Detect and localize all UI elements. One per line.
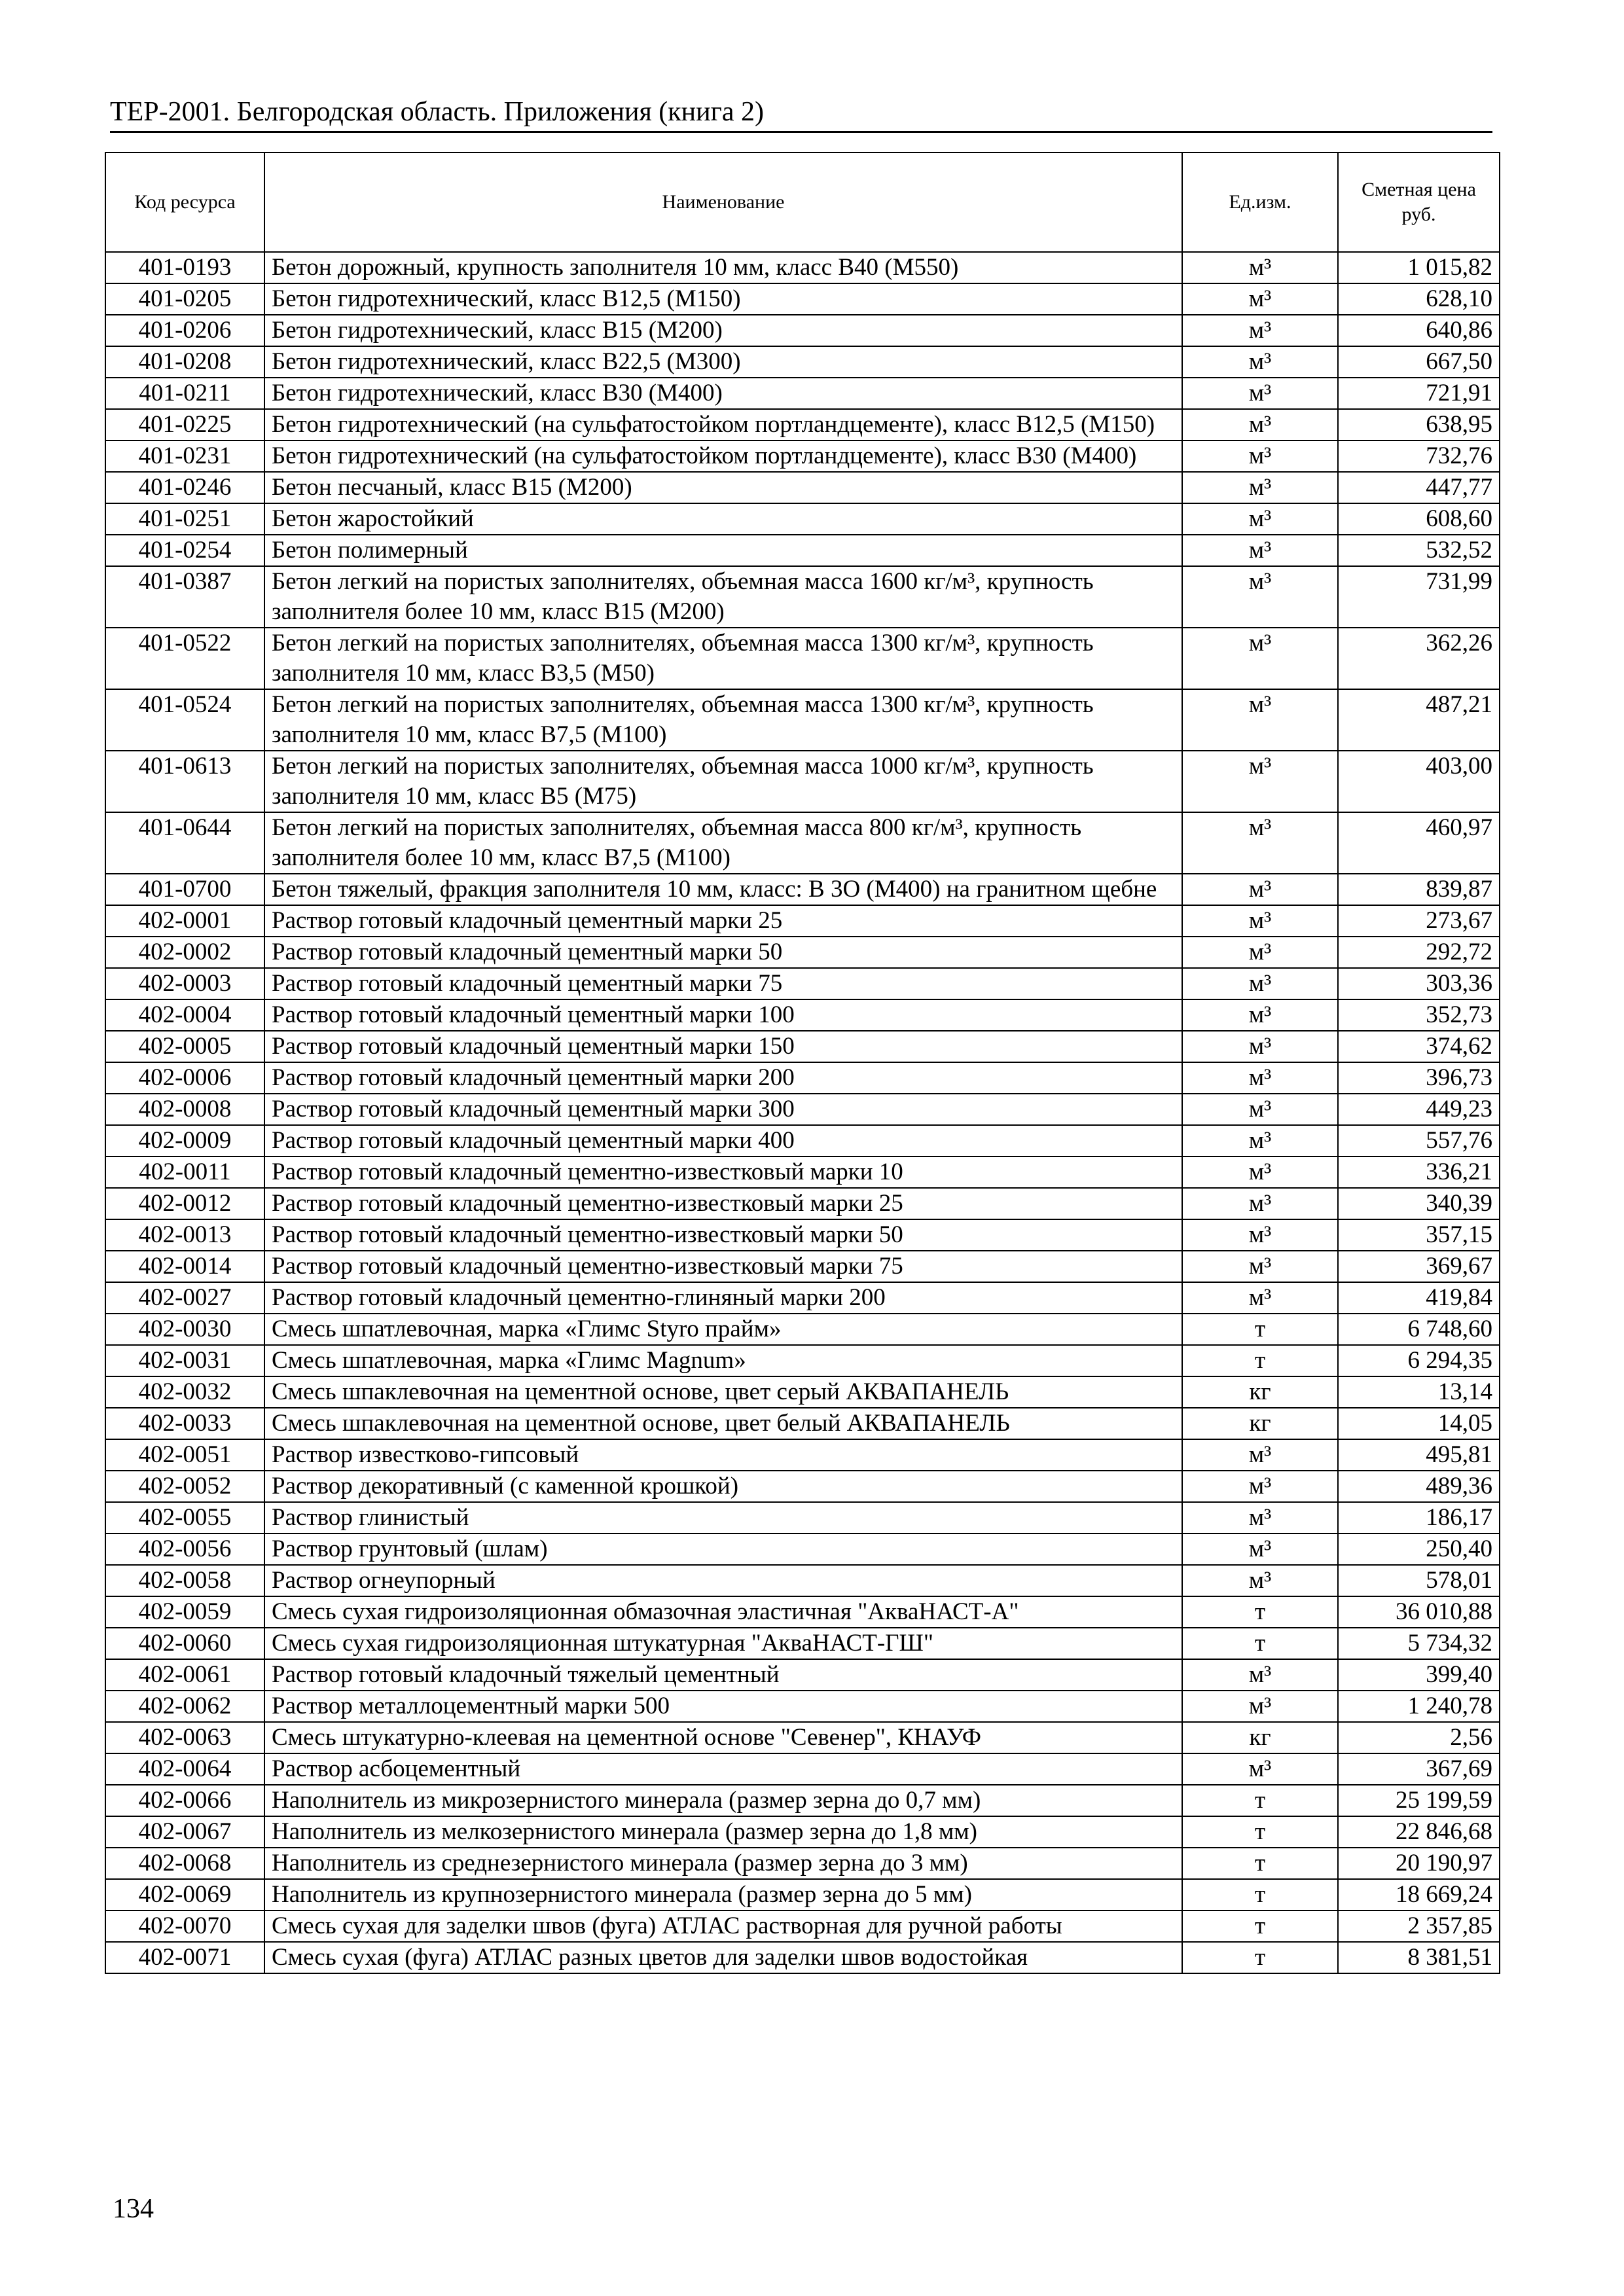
cell-unit: м³ <box>1182 1471 1338 1502</box>
cell-name: Раствор асбоцементный <box>264 1753 1182 1785</box>
cell-unit: м³ <box>1182 378 1338 409</box>
cell-unit: м³ <box>1182 874 1338 905</box>
cell-unit: м³ <box>1182 1062 1338 1094</box>
cell-code: 402-0011 <box>105 1157 264 1188</box>
cell-code: 402-0058 <box>105 1565 264 1596</box>
table-row <box>105 1534 1500 1565</box>
cell-unit: м³ <box>1182 1219 1338 1251</box>
cell-price: 557,76 <box>1338 1125 1500 1157</box>
cell-price: 839,87 <box>1338 874 1500 905</box>
cell-code: 402-0001 <box>105 905 264 937</box>
table-row <box>105 1125 1500 1157</box>
table-row <box>105 1094 1500 1125</box>
cell-price: 357,15 <box>1338 1219 1500 1251</box>
table-body <box>105 252 1500 1973</box>
cell-name: Раствор готовый кладочный цементный марки 50 <box>264 937 1182 968</box>
cell-price: 367,69 <box>1338 1753 1500 1785</box>
cell-code: 402-0002 <box>105 937 264 968</box>
cell-price: 5 734,32 <box>1338 1628 1500 1659</box>
table-header-row <box>105 152 1500 252</box>
table-row <box>105 378 1500 409</box>
cell-unit: м³ <box>1182 937 1338 968</box>
cell-unit: м³ <box>1182 999 1338 1031</box>
cell-price: 2 357,85 <box>1338 1910 1500 1942</box>
table-row <box>105 409 1500 440</box>
cell-price: 374,62 <box>1338 1031 1500 1062</box>
cell-name: Наполнитель из мелкозернистого минерала (размер зерна до 1,8 мм) <box>264 1816 1182 1848</box>
table-row <box>105 1062 1500 1094</box>
cell-unit: т <box>1182 1785 1338 1816</box>
cell-name: Смесь штукатурно-клеевая на цементной основе "Севенер", КНАУФ <box>264 1722 1182 1753</box>
cell-price: 1 240,78 <box>1338 1691 1500 1722</box>
cell-name: Бетон легкий на пористых заполнителях, объемная масса 800 кг/м³, крупность заполнителя более 10 мм, класс В7,5 (М100) <box>264 812 1182 874</box>
table-row <box>105 1942 1500 1973</box>
cell-code: 402-0055 <box>105 1502 264 1534</box>
cell-unit: м³ <box>1182 1094 1338 1125</box>
cell-code: 401-0193 <box>105 252 264 283</box>
cell-name: Раствор металлоцементный марки 500 <box>264 1691 1182 1722</box>
table-row <box>105 503 1500 535</box>
cell-code: 402-0067 <box>105 1816 264 1848</box>
cell-name: Раствор готовый кладочный цементно-глиняный марки 200 <box>264 1282 1182 1314</box>
cell-code: 401-0522 <box>105 628 264 689</box>
cell-unit: м³ <box>1182 1753 1338 1785</box>
cell-name: Бетон гидротехнический, класс В22,5 (М300) <box>264 346 1182 378</box>
cell-code: 401-0387 <box>105 566 264 628</box>
cell-unit: м³ <box>1182 1502 1338 1534</box>
cell-price: 18 669,24 <box>1338 1879 1500 1910</box>
cell-code: 402-0060 <box>105 1628 264 1659</box>
table-row <box>105 566 1500 628</box>
table-row <box>105 283 1500 315</box>
cell-price: 22 846,68 <box>1338 1816 1500 1848</box>
table-row <box>105 999 1500 1031</box>
cell-name: Раствор готовый кладочный цементный марки 200 <box>264 1062 1182 1094</box>
cell-code: 402-0027 <box>105 1282 264 1314</box>
cell-code: 402-0059 <box>105 1596 264 1628</box>
cell-price: 419,84 <box>1338 1282 1500 1314</box>
cell-code: 402-0069 <box>105 1879 264 1910</box>
cell-price: 6 294,35 <box>1338 1345 1500 1376</box>
cell-unit: м³ <box>1182 503 1338 535</box>
cell-code: 402-0009 <box>105 1125 264 1157</box>
cell-code: 402-0068 <box>105 1848 264 1879</box>
cell-price: 8 381,51 <box>1338 1942 1500 1973</box>
cell-code: 402-0066 <box>105 1785 264 1816</box>
cell-unit: м³ <box>1182 1439 1338 1471</box>
column-header-name: Наименование <box>264 152 1182 252</box>
table-row <box>105 968 1500 999</box>
cell-unit: т <box>1182 1848 1338 1879</box>
cell-price: 449,23 <box>1338 1094 1500 1125</box>
cell-unit: т <box>1182 1816 1338 1848</box>
table-row <box>105 1219 1500 1251</box>
table-row <box>105 1816 1500 1848</box>
cell-name: Бетон дорожный, крупность заполнителя 10 мм, класс В40 (М550) <box>264 252 1182 283</box>
table-row <box>105 1376 1500 1408</box>
cell-price: 13,14 <box>1338 1376 1500 1408</box>
cell-name: Раствор готовый кладочный цементный марки 25 <box>264 905 1182 937</box>
cell-price: 721,91 <box>1338 378 1500 409</box>
cell-price: 399,40 <box>1338 1659 1500 1691</box>
cell-price: 495,81 <box>1338 1439 1500 1471</box>
cell-price: 608,60 <box>1338 503 1500 535</box>
cell-name: Бетон легкий на пористых заполнителях, объемная масса 1300 кг/м³, крупность заполнителя 10 мм, класс В7,5 (М100) <box>264 689 1182 751</box>
cell-name: Раствор готовый кладочный тяжелый цементный <box>264 1659 1182 1691</box>
cell-name: Раствор готовый кладочный цементно-известковый марки 50 <box>264 1219 1182 1251</box>
table-row <box>105 1691 1500 1722</box>
cell-price: 336,21 <box>1338 1157 1500 1188</box>
cell-code: 402-0062 <box>105 1691 264 1722</box>
table-row <box>105 1502 1500 1534</box>
table-row <box>105 472 1500 503</box>
cell-name: Раствор известково-гипсовый <box>264 1439 1182 1471</box>
cell-unit: м³ <box>1182 812 1338 874</box>
cell-price: 640,86 <box>1338 315 1500 346</box>
cell-name: Раствор готовый кладочный цементно-известковый марки 25 <box>264 1188 1182 1219</box>
cell-unit: т <box>1182 1345 1338 1376</box>
table-row <box>105 1314 1500 1345</box>
table-row <box>105 1439 1500 1471</box>
cell-name: Смесь сухая для заделки швов (фуга) АТЛАС растворная для ручной работы <box>264 1910 1182 1942</box>
cell-unit: м³ <box>1182 751 1338 812</box>
cell-price: 340,39 <box>1338 1188 1500 1219</box>
cell-name: Раствор готовый кладочный цементный марки 75 <box>264 968 1182 999</box>
cell-code: 402-0014 <box>105 1251 264 1282</box>
table-row <box>105 1282 1500 1314</box>
cell-code: 402-0006 <box>105 1062 264 1094</box>
cell-price: 352,73 <box>1338 999 1500 1031</box>
price-table <box>105 152 1500 1974</box>
cell-unit: м³ <box>1182 252 1338 283</box>
table-row <box>105 1471 1500 1502</box>
cell-code: 402-0031 <box>105 1345 264 1376</box>
table-row <box>105 252 1500 283</box>
cell-unit: т <box>1182 1910 1338 1942</box>
table-row <box>105 874 1500 905</box>
cell-unit: м³ <box>1182 1125 1338 1157</box>
cell-unit: кг <box>1182 1722 1338 1753</box>
cell-price: 447,77 <box>1338 472 1500 503</box>
table-row <box>105 751 1500 812</box>
cell-price: 638,95 <box>1338 409 1500 440</box>
cell-code: 402-0008 <box>105 1094 264 1125</box>
cell-name: Раствор грунтовый (шлам) <box>264 1534 1182 1565</box>
table-row <box>105 937 1500 968</box>
cell-code: 401-0208 <box>105 346 264 378</box>
cell-price: 25 199,59 <box>1338 1785 1500 1816</box>
cell-code: 402-0012 <box>105 1188 264 1219</box>
cell-price: 14,05 <box>1338 1408 1500 1439</box>
cell-name: Смесь сухая гидроизоляционная штукатурная "АкваНАСТ-ГШ" <box>264 1628 1182 1659</box>
document-title: ТЕР-2001. Белгородская область. Приложения (книга 2) <box>110 97 764 127</box>
cell-name: Раствор готовый кладочный цементно-известковый марки 10 <box>264 1157 1182 1188</box>
cell-name: Бетон легкий на пористых заполнителях, объемная масса 1600 кг/м³, крупность заполнителя более 10 мм, класс В15 (М200) <box>264 566 1182 628</box>
cell-name: Раствор готовый кладочный цементный марки 150 <box>264 1031 1182 1062</box>
table-row <box>105 1251 1500 1282</box>
table-row <box>105 628 1500 689</box>
cell-unit: м³ <box>1182 346 1338 378</box>
cell-price: 403,00 <box>1338 751 1500 812</box>
cell-unit: м³ <box>1182 440 1338 472</box>
table-row <box>105 1785 1500 1816</box>
cell-unit: м³ <box>1182 1691 1338 1722</box>
table-row <box>105 1565 1500 1596</box>
cell-unit: м³ <box>1182 315 1338 346</box>
cell-price: 303,36 <box>1338 968 1500 999</box>
cell-unit: м³ <box>1182 535 1338 566</box>
cell-price: 20 190,97 <box>1338 1848 1500 1879</box>
cell-price: 6 748,60 <box>1338 1314 1500 1345</box>
cell-code: 402-0064 <box>105 1753 264 1785</box>
cell-price: 532,52 <box>1338 535 1500 566</box>
table-row <box>105 1628 1500 1659</box>
cell-code: 401-0254 <box>105 535 264 566</box>
cell-name: Смесь шпаклевочная на цементной основе, цвет серый АКВАПАНЕЛЬ <box>264 1376 1182 1408</box>
cell-price: 250,40 <box>1338 1534 1500 1565</box>
cell-unit: м³ <box>1182 905 1338 937</box>
column-header-unit: Ед.изм. <box>1182 152 1338 252</box>
cell-price: 667,50 <box>1338 346 1500 378</box>
cell-code: 402-0013 <box>105 1219 264 1251</box>
cell-code: 402-0051 <box>105 1439 264 1471</box>
cell-code: 401-0613 <box>105 751 264 812</box>
cell-name: Смесь шпатлевочная, марка «Глимс Styro прайм» <box>264 1314 1182 1345</box>
table-row <box>105 1910 1500 1942</box>
cell-name: Раствор готовый кладочный цементно-известковый марки 75 <box>264 1251 1182 1282</box>
cell-name: Смесь сухая (фуга) АТЛАС разных цветов для заделки швов водостойкая <box>264 1942 1182 1973</box>
table-row <box>105 1188 1500 1219</box>
cell-price: 731,99 <box>1338 566 1500 628</box>
cell-code: 401-0644 <box>105 812 264 874</box>
cell-unit: м³ <box>1182 409 1338 440</box>
table-row <box>105 440 1500 472</box>
cell-unit: т <box>1182 1879 1338 1910</box>
table-row <box>105 1408 1500 1439</box>
cell-code: 401-0205 <box>105 283 264 315</box>
cell-name: Наполнитель из крупнозернистого минерала (размер зерна до 5 мм) <box>264 1879 1182 1910</box>
cell-name: Смесь шпаклевочная на цементной основе, цвет белый АКВАПАНЕЛЬ <box>264 1408 1182 1439</box>
table-row <box>105 315 1500 346</box>
cell-unit: м³ <box>1182 1534 1338 1565</box>
cell-code: 401-0211 <box>105 378 264 409</box>
cell-name: Бетон легкий на пористых заполнителях, объемная масса 1300 кг/м³, крупность заполнителя 10 мм, класс В3,5 (М50) <box>264 628 1182 689</box>
cell-name: Бетон жаростойкий <box>264 503 1182 535</box>
cell-unit: кг <box>1182 1376 1338 1408</box>
cell-code: 401-0206 <box>105 315 264 346</box>
page-number: 134 <box>113 2194 154 2224</box>
cell-price: 292,72 <box>1338 937 1500 968</box>
cell-price: 489,36 <box>1338 1471 1500 1502</box>
cell-price: 2,56 <box>1338 1722 1500 1753</box>
table-row <box>105 689 1500 751</box>
table-row <box>105 1596 1500 1628</box>
cell-code: 402-0003 <box>105 968 264 999</box>
cell-code: 402-0056 <box>105 1534 264 1565</box>
cell-code: 401-0251 <box>105 503 264 535</box>
cell-price: 36 010,88 <box>1338 1596 1500 1628</box>
cell-name: Раствор готовый кладочный цементный марки 400 <box>264 1125 1182 1157</box>
table-row <box>105 1753 1500 1785</box>
table-row <box>105 346 1500 378</box>
cell-name: Смесь шпатлевочная, марка «Глимс Magnum» <box>264 1345 1182 1376</box>
cell-name: Бетон полимерный <box>264 535 1182 566</box>
cell-unit: м³ <box>1182 1659 1338 1691</box>
cell-code: 402-0005 <box>105 1031 264 1062</box>
cell-price: 578,01 <box>1338 1565 1500 1596</box>
column-header-price: Сметная цена руб. <box>1338 152 1500 252</box>
table-row <box>105 812 1500 874</box>
table-row <box>105 535 1500 566</box>
cell-name: Бетон песчаный, класс В15 (М200) <box>264 472 1182 503</box>
cell-unit: м³ <box>1182 1565 1338 1596</box>
cell-name: Бетон гидротехнический, класс В30 (М400) <box>264 378 1182 409</box>
cell-unit: м³ <box>1182 628 1338 689</box>
cell-unit: м³ <box>1182 689 1338 751</box>
cell-code: 401-0246 <box>105 472 264 503</box>
cell-unit: м³ <box>1182 1157 1338 1188</box>
cell-unit: м³ <box>1182 472 1338 503</box>
cell-name: Наполнитель из среднезернистого минерала (размер зерна до 3 мм) <box>264 1848 1182 1879</box>
page-header <box>110 96 1492 133</box>
cell-code: 401-0231 <box>105 440 264 472</box>
cell-code: 401-0524 <box>105 689 264 751</box>
cell-price: 732,76 <box>1338 440 1500 472</box>
cell-code: 401-0700 <box>105 874 264 905</box>
cell-name: Раствор декоративный (с каменной крошкой) <box>264 1471 1182 1502</box>
cell-name: Раствор огнеупорный <box>264 1565 1182 1596</box>
cell-name: Раствор готовый кладочный цементный марки 300 <box>264 1094 1182 1125</box>
cell-code: 402-0061 <box>105 1659 264 1691</box>
table-row <box>105 1031 1500 1062</box>
cell-code: 401-0225 <box>105 409 264 440</box>
cell-price: 460,97 <box>1338 812 1500 874</box>
table-row <box>105 1157 1500 1188</box>
cell-unit: м³ <box>1182 1251 1338 1282</box>
cell-unit: м³ <box>1182 566 1338 628</box>
cell-unit: т <box>1182 1596 1338 1628</box>
cell-name: Наполнитель из микрозернистого минерала (размер зерна до 0,7 мм) <box>264 1785 1182 1816</box>
table-row <box>105 1345 1500 1376</box>
cell-price: 628,10 <box>1338 283 1500 315</box>
cell-code: 402-0032 <box>105 1376 264 1408</box>
cell-name: Смесь сухая гидроизоляционная обмазочная эластичная "АкваНАСТ-А" <box>264 1596 1182 1628</box>
column-header-code: Код ресурса <box>105 152 264 252</box>
cell-name: Бетон гидротехнический, класс В12,5 (М150) <box>264 283 1182 315</box>
cell-code: 402-0071 <box>105 1942 264 1973</box>
cell-unit: м³ <box>1182 1188 1338 1219</box>
cell-price: 396,73 <box>1338 1062 1500 1094</box>
cell-unit: м³ <box>1182 1031 1338 1062</box>
cell-code: 402-0052 <box>105 1471 264 1502</box>
cell-code: 402-0004 <box>105 999 264 1031</box>
cell-unit: т <box>1182 1628 1338 1659</box>
table-row <box>105 1659 1500 1691</box>
cell-unit: кг <box>1182 1408 1338 1439</box>
table-row <box>105 1879 1500 1910</box>
cell-name: Бетон легкий на пористых заполнителях, объемная масса 1000 кг/м³, крупность заполнителя 10 мм, класс В5 (М75) <box>264 751 1182 812</box>
cell-price: 487,21 <box>1338 689 1500 751</box>
cell-price: 273,67 <box>1338 905 1500 937</box>
cell-code: 402-0070 <box>105 1910 264 1942</box>
cell-price: 362,26 <box>1338 628 1500 689</box>
cell-code: 402-0030 <box>105 1314 264 1345</box>
cell-unit: м³ <box>1182 968 1338 999</box>
cell-unit: м³ <box>1182 1282 1338 1314</box>
table-row <box>105 1722 1500 1753</box>
cell-name: Бетон гидротехнический (на сульфатостойком портландцементе), класс В30 (М400) <box>264 440 1182 472</box>
cell-price: 1 015,82 <box>1338 252 1500 283</box>
table-row <box>105 905 1500 937</box>
cell-code: 402-0063 <box>105 1722 264 1753</box>
cell-name: Бетон тяжелый, фракция заполнителя 10 мм, класс: В 3О (М400) на гранитном щебне <box>264 874 1182 905</box>
table-row <box>105 1848 1500 1879</box>
cell-name: Раствор глинистый <box>264 1502 1182 1534</box>
cell-price: 369,67 <box>1338 1251 1500 1282</box>
cell-price: 186,17 <box>1338 1502 1500 1534</box>
cell-name: Бетон гидротехнический, класс В15 (М200) <box>264 315 1182 346</box>
cell-unit: м³ <box>1182 283 1338 315</box>
cell-unit: т <box>1182 1942 1338 1973</box>
cell-code: 402-0033 <box>105 1408 264 1439</box>
cell-name: Бетон гидротехнический (на сульфатостойком портландцементе), класс В12,5 (М150) <box>264 409 1182 440</box>
cell-unit: т <box>1182 1314 1338 1345</box>
cell-name: Раствор готовый кладочный цементный марки 100 <box>264 999 1182 1031</box>
